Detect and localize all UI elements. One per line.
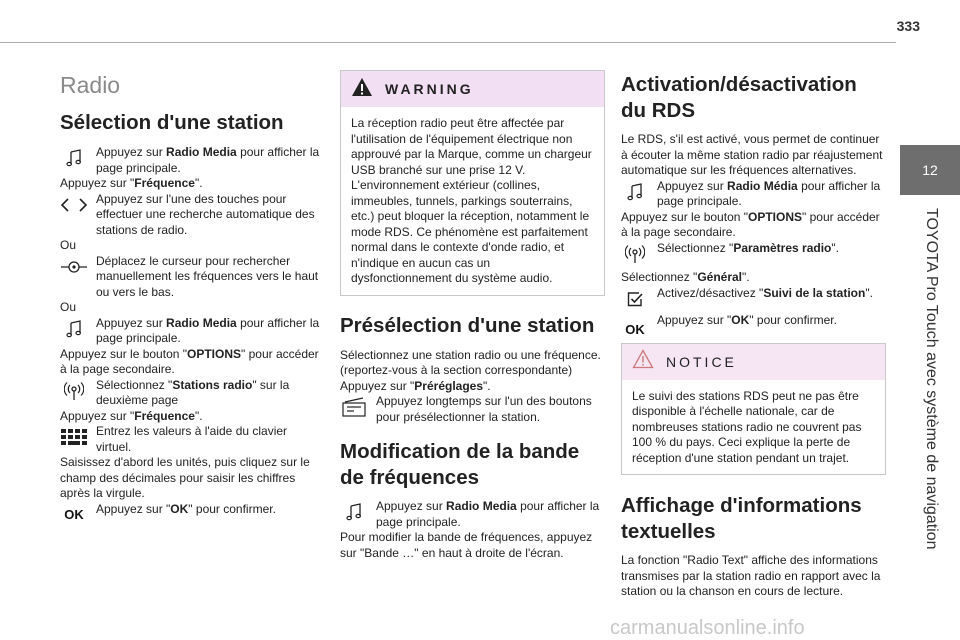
step-stations-radio: Sélectionnez "Stations radio" sur la deuxième page	[60, 378, 325, 409]
column-1	[60, 70, 325, 522]
band-text: Pour modifier la bande de fréquences, appuyez sur "Bande …" en haut à droite de l'écran.	[340, 530, 593, 560]
chapter-tab[interactable]: 12	[900, 145, 960, 195]
page-number: 333	[896, 18, 920, 34]
ok-icon: OK	[625, 322, 645, 338]
music-note-icon	[621, 181, 649, 203]
music-note-icon	[60, 147, 88, 169]
rds-line-general: Sélectionnez "Général".	[621, 270, 750, 284]
notice-box	[621, 343, 886, 476]
line-options: Appuyez sur le bouton "OPTIONS" pour accéder à la page secondaire.	[60, 346, 319, 376]
notice-header	[622, 344, 885, 380]
notice-text: Le suivi des stations RDS peut ne pas être disponible à l'échelle nationale, car de nombreuses stations radio ne couvrent pas 100 % du pays. Ceci explique la perte de réception d'une station pendant un trajet.	[632, 388, 862, 465]
step-band-radio-media: Appuyez sur Radio Media pour afficher la page principale.	[340, 499, 605, 530]
or-text: Ou	[60, 300, 77, 314]
notice-label: NOTICE	[666, 353, 737, 370]
line-frequence-2: Appuyez sur "Fréquence".	[60, 408, 203, 423]
step-ok: OK Appuyez sur "OK" pour confirmer.	[60, 502, 325, 518]
header-divider	[0, 42, 896, 43]
watermark: carmanualsonline.info	[610, 617, 805, 639]
warning-box	[340, 70, 605, 296]
chapter-title-text: TOYOTA Pro Touch avec système de navigation	[923, 208, 940, 550]
warning-triangle-icon	[351, 77, 373, 102]
column-3	[621, 72, 886, 600]
heading-band: Modification de la bande de fréquences	[340, 440, 580, 489]
warning-text: La réception radio peut être affectée par l'utilisation de l'équipement électrique non approuvé par la Marque, comme un chargeur USB branché sur une prise 12 V. L'environnement extérieur (collines, immeubles, tunnels, parkings souterrains, etc.) peut bloquer la réception, notamment le mode RDS. Ce phénomène est parfaitement normal dans le contexte d'onde radio, et n'indique en aucun cas un dysfonctionnement du système audio.	[351, 116, 592, 285]
step-cursor: Déplacez le curseur pour rechercher manuellement les fréquences vers le haut ou vers le bas.	[60, 254, 325, 301]
preset-line: Appuyez sur "Préréglages".	[340, 378, 491, 393]
music-note-icon	[60, 318, 88, 340]
text-info: La fonction "Radio Text" affiche des informations transmises par la station radio en rapport avec la station ou la chanson en cours de lecture.	[621, 553, 881, 598]
preset-text: Sélectionnez une station radio ou une fréquence. (reportez-vous à la section correspondante)	[340, 347, 601, 377]
keyboard-icon	[60, 426, 88, 448]
warning-label: WARNING	[385, 81, 474, 97]
step-rds-toggle: Activez/désactivez "Suivi de la station".	[621, 286, 886, 302]
step-rds-radio-media: Appuyez sur Radio Média pour afficher la page principale.	[621, 179, 886, 210]
step-radio-media: Appuyez sur Radio Media pour afficher la page principale.	[60, 145, 325, 176]
preset-radio-icon	[340, 396, 368, 418]
step-rds-settings: Sélectionnez "Paramètres radio".	[621, 241, 886, 257]
radio-antenna-icon	[60, 380, 88, 402]
tuning-cursor-icon	[60, 256, 88, 278]
ok-icon: OK	[64, 506, 84, 522]
radio-antenna-icon	[621, 243, 649, 265]
heading-text-info: Affichage d'informations textuelles	[621, 494, 862, 543]
column-2	[340, 70, 605, 561]
checkbox-icon	[621, 288, 649, 310]
step-seek-keys: Appuyez sur l'une des touches pour effectuer une recherche automatique des stations de radio.	[60, 192, 325, 239]
step-radio-media-2: Appuyez sur Radio Media pour afficher la page principale.	[60, 316, 325, 347]
notice-triangle-icon	[632, 349, 654, 374]
warning-header	[341, 71, 604, 107]
heading-preset: Présélection d'une station	[340, 313, 595, 337]
section-title: Radio	[60, 72, 121, 98]
music-note-icon	[340, 501, 368, 523]
chapter-title	[916, 208, 944, 618]
step-preset: Appuyez longtemps sur l'un des boutons pour présélectionner la station.	[340, 394, 605, 425]
heading-rds: Activation/désactivation du RDS	[621, 73, 857, 122]
seek-arrows-icon	[60, 194, 88, 216]
step-keyboard: Entrez les valeurs à l'aide du clavier virtuel.	[60, 424, 325, 455]
rds-line-options: Appuyez sur le bouton "OPTIONS" pour accéder à la page secondaire.	[621, 209, 880, 239]
line-frequence: Appuyez sur "Fréquence".	[60, 176, 203, 190]
step-rds-ok: OK Appuyez sur "OK" pour confirmer.	[621, 313, 886, 329]
heading-station-selection: Sélection d'une station	[60, 111, 284, 134]
or-text: Ou	[60, 238, 77, 252]
rds-intro: Le RDS, s'il est activé, vous permet de continuer à écouter la même station radio par réajustement automatique sur les fréquences alternatives.	[621, 132, 883, 177]
line-decimals: Saisissez d'abord les unités, puis cliquez sur le champ des décimales pour saisir les chiffres après la virgule.	[60, 455, 310, 500]
